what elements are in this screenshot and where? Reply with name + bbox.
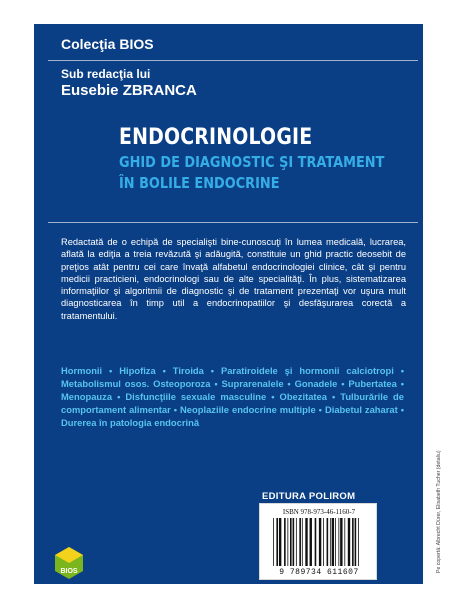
book-back-cover [34, 24, 423, 600]
book-title: ENDOCRINOLOGIE [119, 125, 313, 150]
book-subtitle-line1: GHID DE DIAGNOSTIC ŞI TRATAMENT [119, 153, 385, 171]
barcode-digits: 9 789734 611607 [279, 568, 359, 577]
bios-logo-text: BIOS [60, 568, 78, 575]
isbn-barcode [259, 503, 377, 580]
isbn-text: ISBN 978-973-46-1160-7 [282, 508, 356, 516]
book-description: Redactată de o echipă de specialişti bine-cunoscuţi în lumea medicală, lucrarea, aflată la ediţia a treia revăzută şi adăugită, constituie un ghid practic deosebit de preţios atât pentru cei care învaţă alfabetul endocrinologiei clinice, cât şi pentru medicii practicieni, endocrinologi sau de alte specialităţi. În plus, sistematizarea informaţiilor şi algoritmii de diagnostic şi de tratament prezentaţi vor uşura mult diagnosticarea în timp util a endocrinopatiilor şi desfăşurarea corectă a tratamentului. [61, 237, 406, 321]
series-name: Colecţia BIOS [61, 36, 154, 52]
bios-logo [54, 546, 84, 580]
barcode-bars [272, 518, 366, 568]
topic-keywords: Hormonii • Hipofiza • Tiroida • Paratiroidele şi hormonii calciotropi • Metabolismul osos. Osteoporoza • Suprarenalele • Gonadele • Pubertatea • Menopauza • Disfuncţiile sexuale masculine • Obezitatea • Tulburările de comportament alimentar • Neoplaziile endocrine multiple • Diabetul zaharat • Durerea în patologia endocrină [61, 365, 404, 428]
cover-art-credit: Pe copertă: Albrecht Dürer, Elisabeth Tucher (detaliu) [436, 450, 442, 573]
editor-label: Sub redacţia lui [61, 67, 151, 81]
top-divider [48, 60, 418, 61]
book-subtitle-line2: ÎN BOLILE ENDOCRINE [119, 174, 280, 192]
middle-divider [48, 222, 418, 223]
editor-name: Eusebie ZBRANCA [61, 82, 197, 99]
publisher-website: www.polirom.ro [256, 588, 339, 600]
publisher-name: EDITURA POLIROM [262, 491, 356, 502]
